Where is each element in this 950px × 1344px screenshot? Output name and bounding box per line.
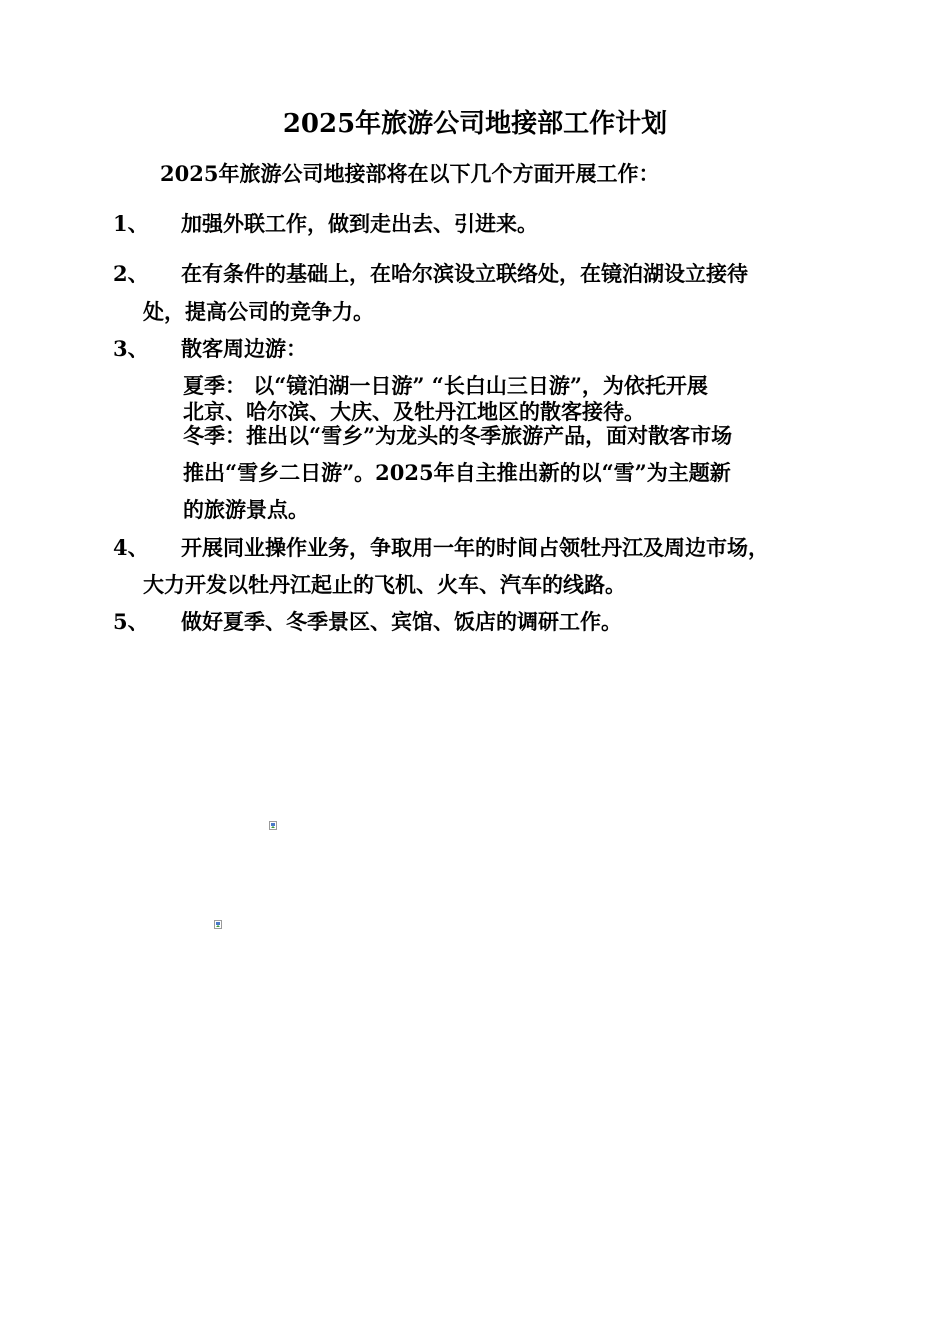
item-number-1: 1、	[113, 211, 149, 236]
item-1-line-1: 加强外联工作，做到走出去、引进来。	[181, 211, 538, 236]
item-5-line-1: 做好夏季、冬季景区、宾馆、饭店的调研工作。	[181, 609, 622, 634]
item-4-line-2: 大力开发以牡丹江起止的飞机、火车、汽车的线路。	[143, 572, 626, 597]
item-3-sub-line-2: 北京、哈尔滨、大庆、及牡丹江地区的散客接待。	[183, 399, 645, 424]
item-number-2: 2、	[113, 261, 149, 286]
item-number-5: 5、	[113, 609, 149, 634]
item-3-sub-line-3: 冬季：推出以“雪乡”为龙头的冬季旅游产品，面对散客市场	[183, 423, 733, 448]
intro-paragraph: 2025年旅游公司地接部将在以下几个方面开展工作：	[160, 161, 660, 186]
item-2-line-1: 在有条件的基础上，在哈尔滨设立联络处，在镜泊湖设立接待	[181, 261, 748, 286]
item-number-4: 4、	[113, 535, 149, 560]
broken-image-icon	[214, 920, 223, 930]
document-title: 2025年旅游公司地接部工作计划	[282, 109, 668, 139]
item-3-sub-line-4: 推出“雪乡二日游”。2025年自主推出新的以“雪”为主题新	[183, 460, 731, 485]
item-2-line-2: 处，提高公司的竞争力。	[143, 299, 374, 324]
item-3-sub-line-5: 的旅游景点。	[183, 497, 309, 522]
item-number-3: 3、	[113, 336, 149, 361]
broken-image-icon	[269, 821, 278, 831]
item-4-line-1: 开展同业操作业务，争取用一年的时间占领牡丹江及周边市场，	[181, 535, 769, 560]
item-3-sub-line-1: 夏季： 以“镜泊湖一日游” “长白山三日游”，为依托开展	[183, 373, 708, 398]
item-3-line-1: 散客周边游：	[181, 336, 307, 361]
